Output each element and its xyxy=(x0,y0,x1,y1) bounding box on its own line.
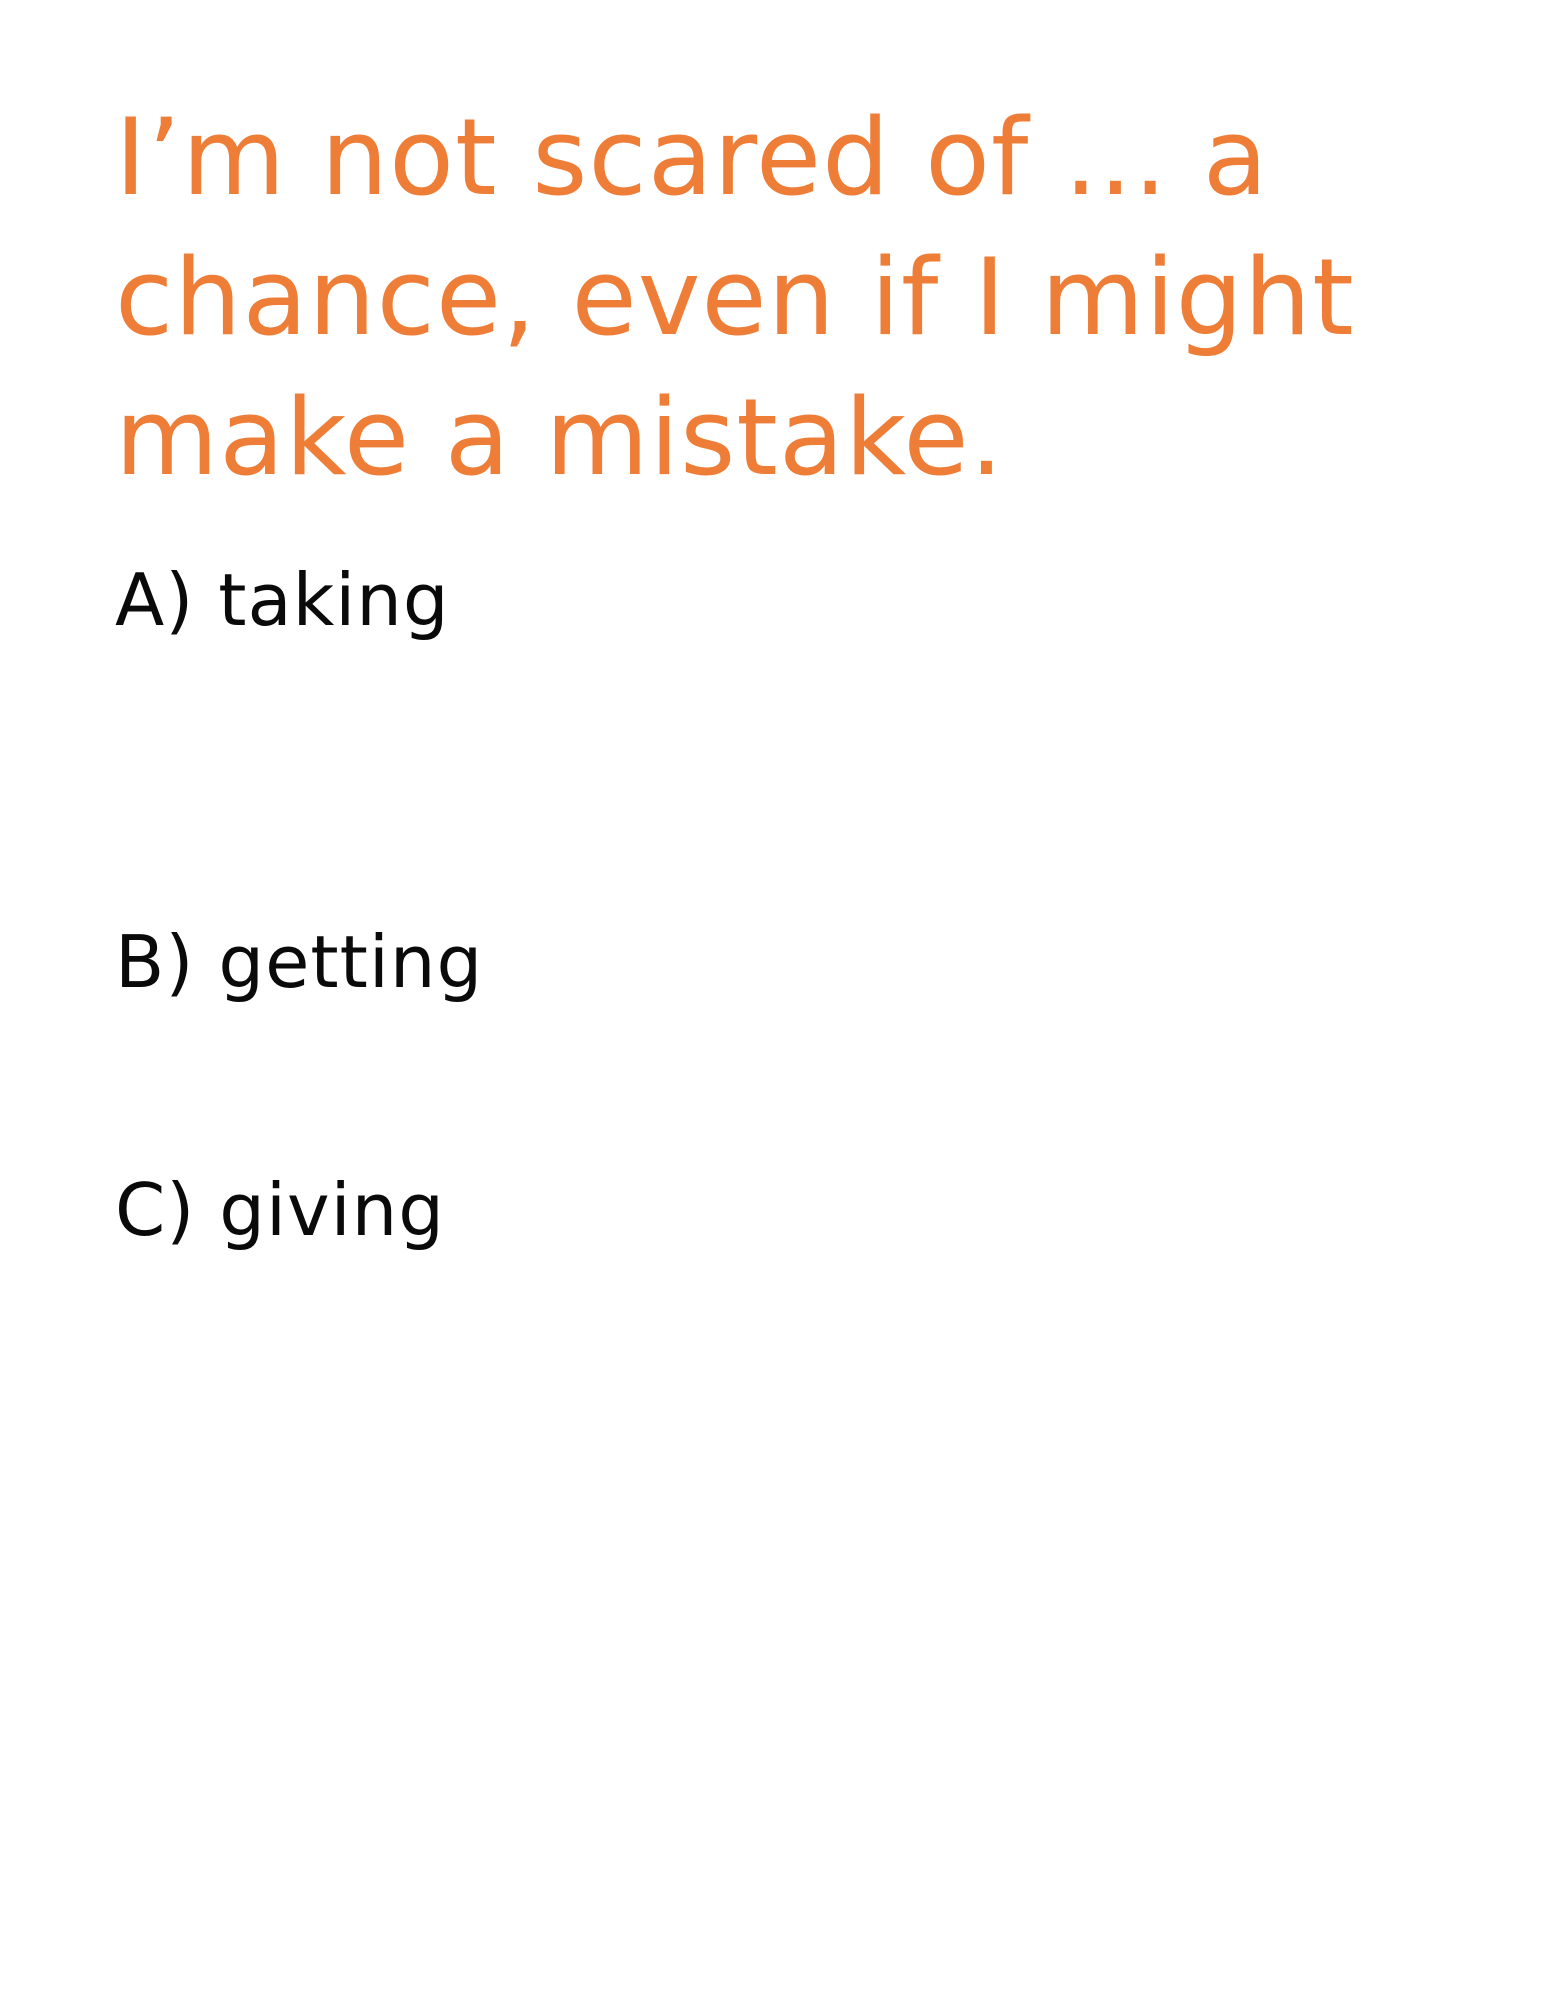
answer-option-c[interactable]: C) giving xyxy=(115,1168,445,1252)
answer-option-a[interactable]: A) taking xyxy=(115,558,450,642)
question-text: I’m not scared of ... a chance, even if I might make a mistake. xyxy=(115,96,1355,499)
answer-option-b[interactable]: B) getting xyxy=(115,920,484,1004)
